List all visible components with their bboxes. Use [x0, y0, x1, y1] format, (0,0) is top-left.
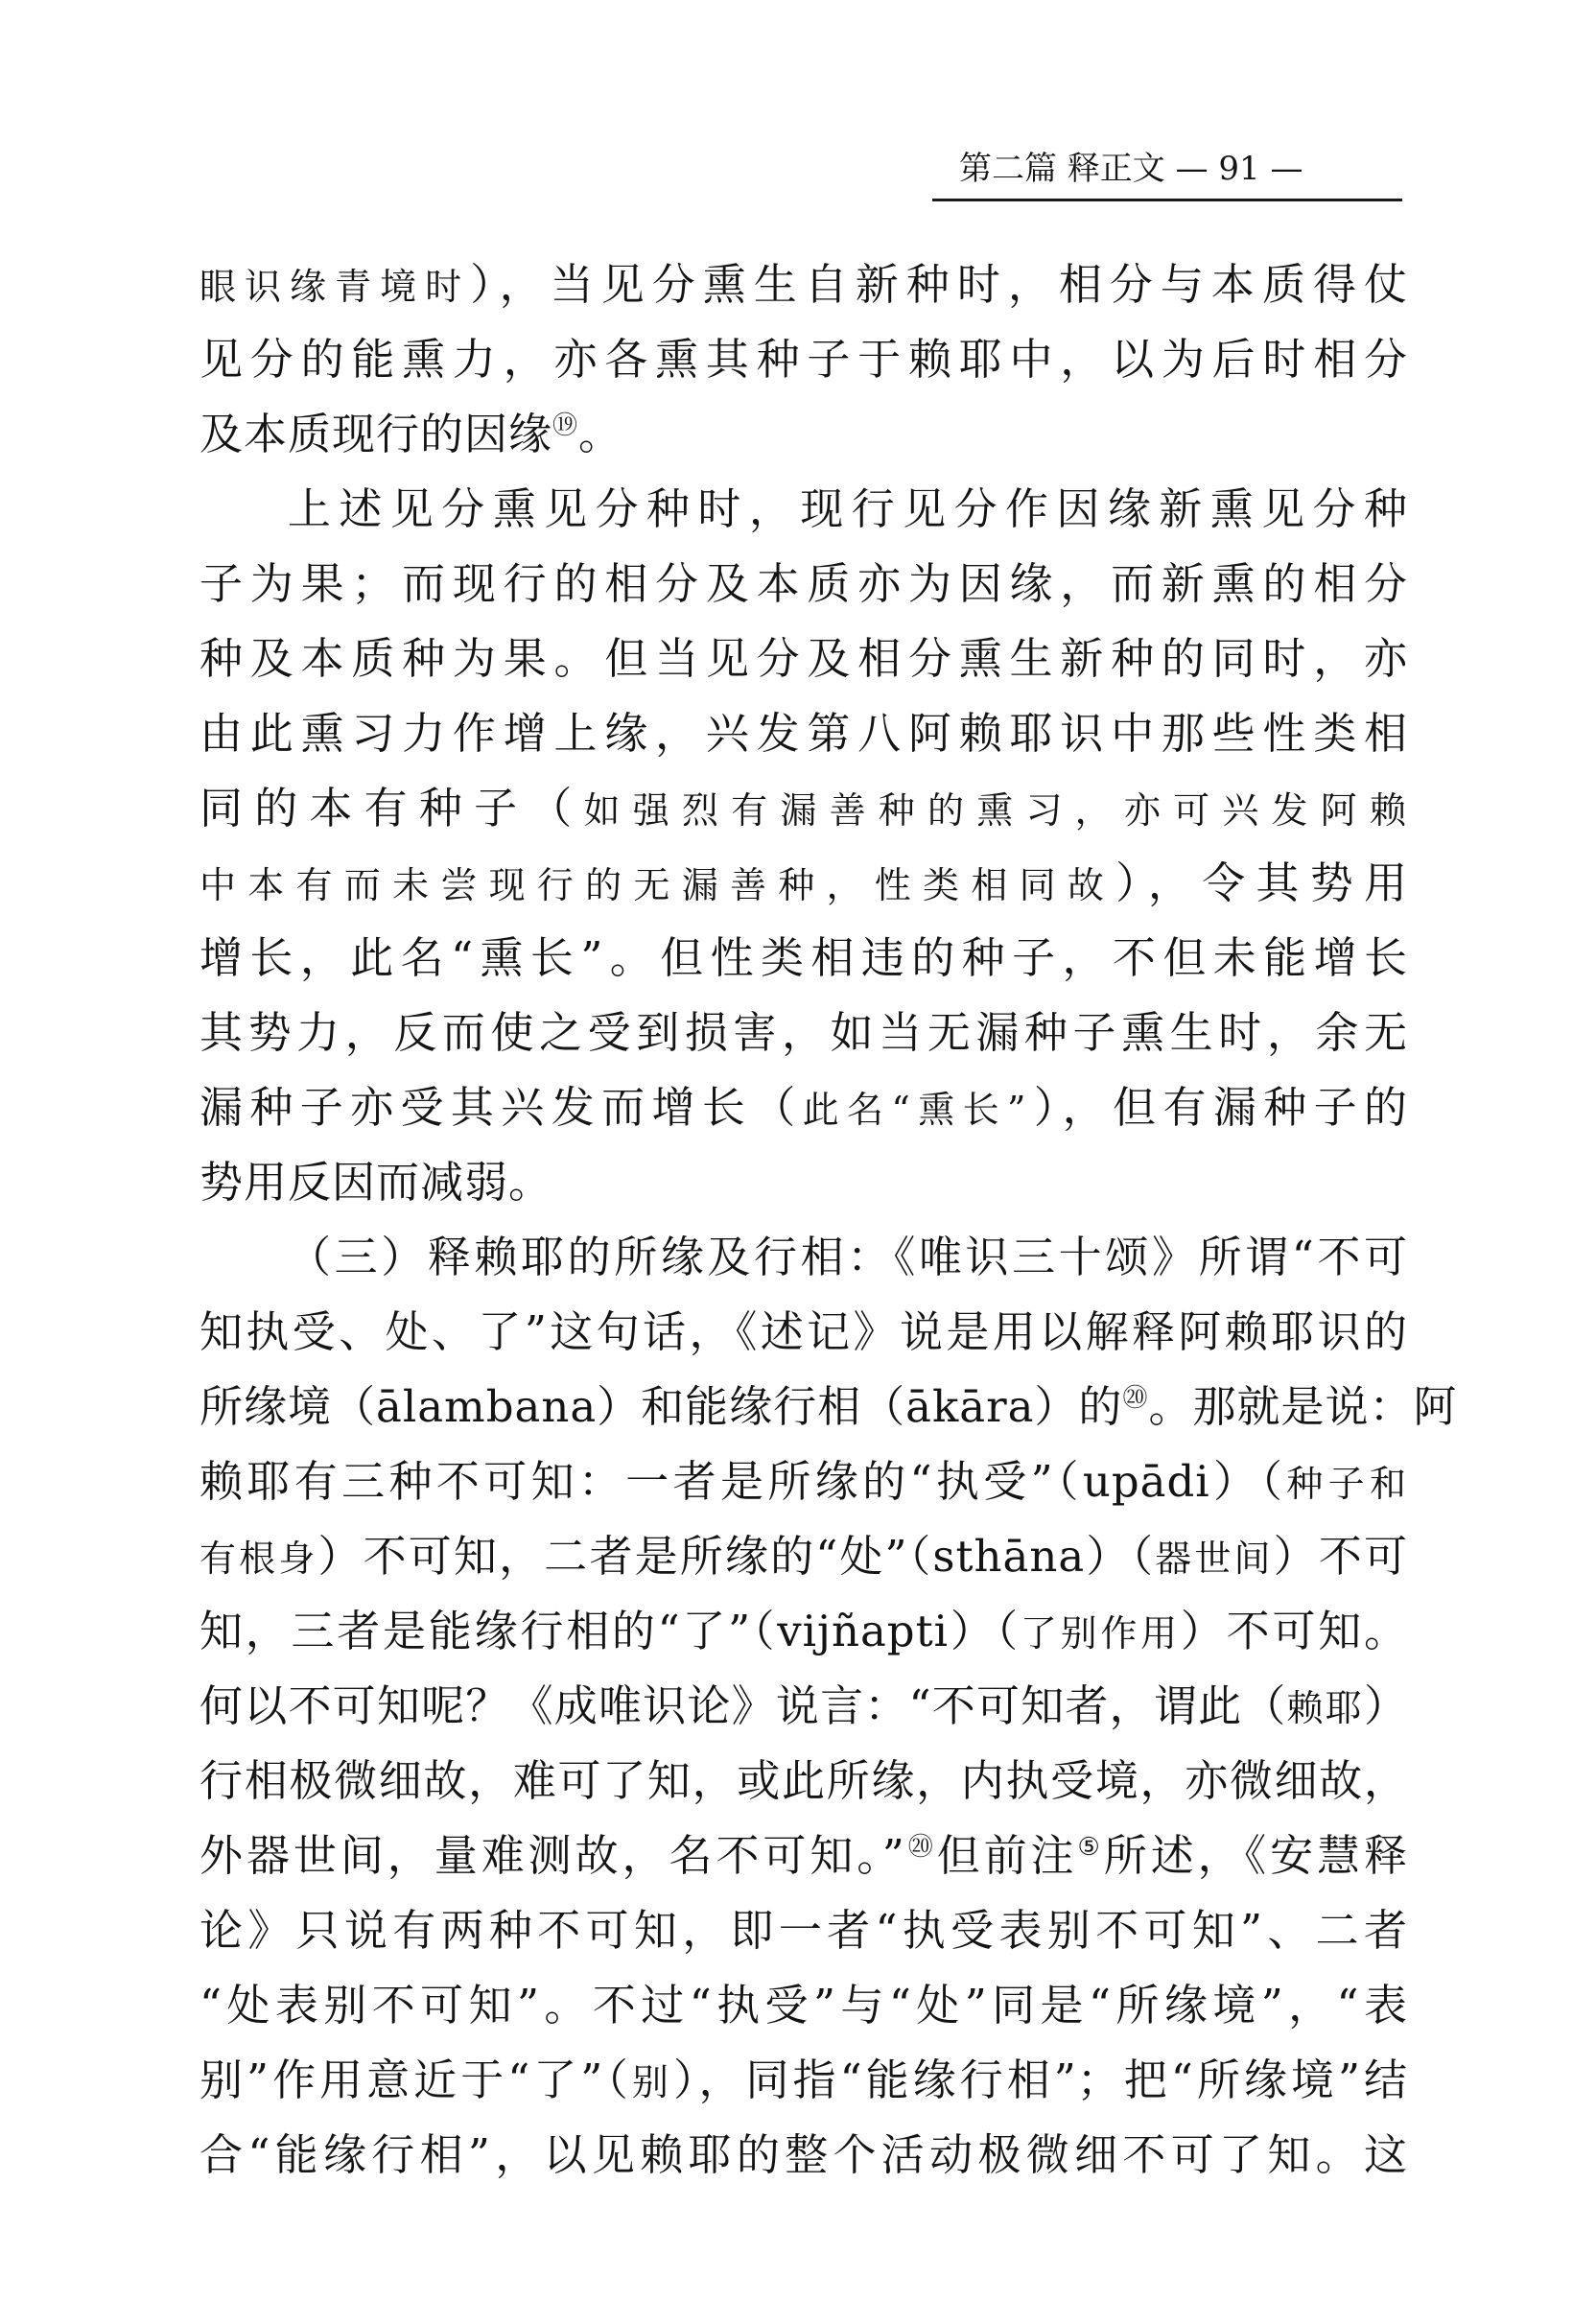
text-line: [200, 472, 1408, 547]
text-segment: ），令其势用: [1115, 857, 1408, 908]
text-segment: ），同指“能缘行相”；把“所缘境”结: [672, 2054, 1408, 2105]
text-segment: ）不可知。: [1180, 1606, 1408, 1656]
text-segment: 同的本有种子（: [200, 783, 584, 834]
text-segment: 论》只说有两种不可知，即一者“执受表别不可知”、二者: [200, 1905, 1408, 1956]
text-segment: 漏种子亦受其兴发而增长（: [200, 1082, 803, 1133]
text-segment: 知，三者是能缘行相的“了”（vijñapti）（: [200, 1606, 1021, 1656]
text-line: [200, 1295, 1408, 1370]
text-segment: 势用反因而减弱。: [200, 1157, 553, 1208]
text-segment: ）不可: [1273, 1531, 1408, 1582]
text-line: [200, 322, 1408, 397]
text-line: [200, 397, 1408, 472]
text-line: [200, 622, 1408, 696]
text-segment: 别”作用意近于“了”（: [200, 2054, 632, 2105]
text-line: [200, 1819, 1408, 1893]
text-line: [200, 247, 1408, 322]
text-line: [200, 1370, 1458, 1444]
text-line: [200, 1220, 1408, 1295]
text-segment: 外器世间，量难测故，名不可知。”: [200, 1830, 905, 1881]
text-segment: 子为果；而现行的相分及本质亦为因缘，而新熏的相分: [200, 558, 1408, 609]
running-header: 第二篇 释正文 — 91 —: [959, 150, 1303, 188]
text-segment: ）: [1363, 1680, 1408, 1731]
text-line: [200, 547, 1408, 622]
inline-note: 中本有而未尝现行的无漏善种，性类相同故: [200, 864, 1116, 906]
text-segment: 。那就是说：阿: [1148, 1381, 1458, 1432]
text-segment: 赖耶有三种不可知：一者是所缘的“执受”（upādi）（: [200, 1456, 1287, 1507]
text-segment: ）不可知，二者是所缘的“处”（sthāna）（: [317, 1531, 1156, 1582]
body-text: [200, 247, 1458, 2193]
text-line: [200, 1893, 1408, 1968]
text-segment: 知执受、处、了”这句话，《述记》说是用以解释阿赖耶识的: [200, 1306, 1408, 1357]
text-line: [200, 1070, 1408, 1145]
text-line: [200, 921, 1408, 996]
text-segment: ），但有漏种子的: [1027, 1082, 1408, 1133]
inline-note: 有根身: [200, 1538, 318, 1580]
header-rule: [932, 199, 1402, 201]
text-segment: 种及本质种为果。但当见分及相分熏生新种的同时，亦: [200, 633, 1408, 684]
text-line: [200, 1145, 1408, 1220]
text-segment: 增长，此名“熏长”。但性类相违的种子，不但未能增长: [200, 932, 1408, 983]
text-segment: 见分的能熏力，亦各熏其种子于赖耶中，以为后时相分: [200, 334, 1408, 385]
text-line: [200, 1669, 1408, 1744]
text-segment: ），当见分熏生自新种时，相分与本质得仗: [470, 259, 1408, 310]
footnote-marker: ⑳: [1122, 1384, 1149, 1413]
text-line: [200, 1444, 1408, 1519]
text-line: [200, 996, 1408, 1070]
text-segment: “处表别不可知”。不过“执受”与“处”同是“所缘境”，“表: [200, 1980, 1408, 2031]
text-segment: 合“能缘行相”，以见赖耶的整个活动极微细不可了知。这: [200, 2129, 1408, 2180]
inline-note: 赖耶: [1286, 1687, 1364, 1729]
text-segment: 及本质现行的因缘: [200, 409, 553, 459]
text-line: [200, 1594, 1408, 1669]
text-segment: 其势力，反而使之受到损害，如当无漏种子熏生时，余无: [200, 1007, 1408, 1058]
text-segment: 由此熏习力作增上缘，兴发第八阿赖耶识中那些性类相: [200, 708, 1408, 759]
text-line: [200, 696, 1408, 771]
text-segment: 行相极微细故，难可了知，或此所缘，内执受境，亦微细故，: [200, 1755, 1408, 1806]
inline-note: 种子和: [1286, 1463, 1408, 1505]
footnote-marker: ⑳: [904, 1833, 937, 1862]
text-segment: 。: [578, 409, 623, 459]
text-segment: 上述见分熏见分种时，现行见分作因缘新熏见分种: [288, 483, 1408, 534]
inline-note: 器世间: [1155, 1538, 1274, 1580]
footnote-marker: ⑤: [1077, 1833, 1104, 1862]
inline-note: 此名“熏长”: [802, 1089, 1028, 1131]
text-line: [200, 1744, 1408, 1819]
inline-note: 如强烈有漏善种的熏习，亦可兴发阿赖: [583, 789, 1408, 832]
text-segment: 所缘境（ālambana）和能缘行相（ākāra）的: [200, 1381, 1123, 1432]
text-line: [200, 1519, 1408, 1594]
text-segment: 但前注: [936, 1830, 1078, 1881]
text-line: [200, 2118, 1408, 2193]
text-line: [200, 771, 1408, 846]
text-segment: 何以不可知呢？《成唯识论》说言：“不可知者，谓此（: [200, 1680, 1287, 1731]
text-line: [200, 1968, 1408, 2043]
text-segment: （三）释赖耶的所缘及行相：《唯识三十颂》所谓“不可: [288, 1232, 1408, 1282]
inline-note: 眼识缘青境时: [200, 266, 471, 308]
text-line: [200, 846, 1408, 921]
text-segment: 所述，《安慧释: [1103, 1830, 1408, 1881]
footnote-marker: ⑲: [552, 411, 579, 440]
text-line: [200, 2043, 1408, 2118]
inline-note: 别: [631, 2061, 673, 2103]
inline-note: 了别作用: [1020, 1612, 1181, 1655]
